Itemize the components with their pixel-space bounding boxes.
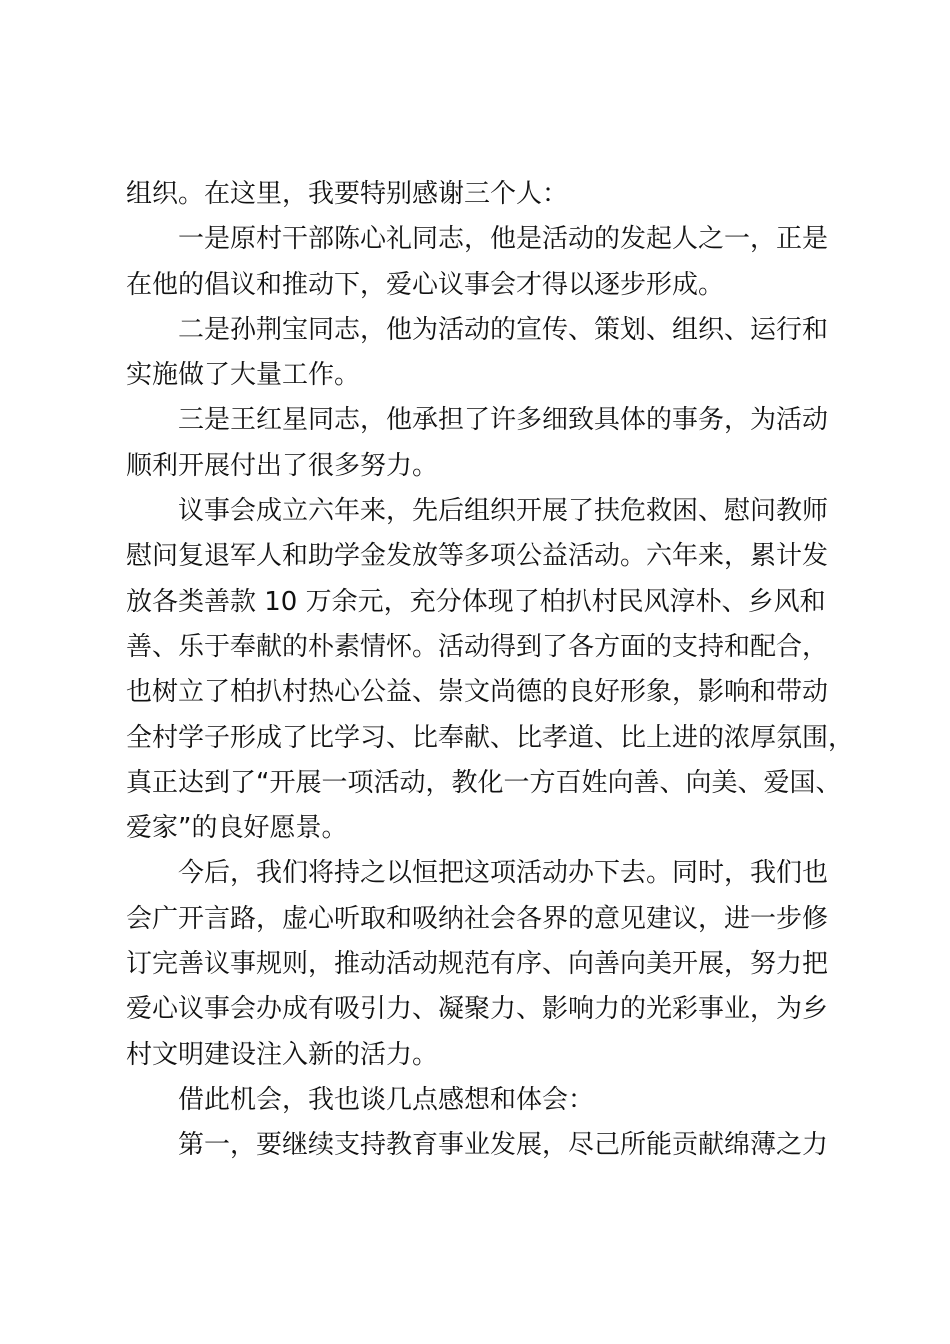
text-line: 第一，要继续支持教育事业发展，尽己所能贡献绵薄之力	[178, 1130, 829, 1161]
text-line: 借此机会，我也谈几点感想和体会：	[178, 1084, 595, 1115]
text-line: 顺利开展付出了很多努力。	[126, 450, 439, 481]
text-line: 议事会成立六年来，先后组织开展了扶危救困、慰问教师	[178, 496, 829, 527]
text-line: 真正达到了“开展一项活动，教化一方百姓向善、向美、爱国、	[126, 767, 842, 798]
text-line: 慰问复退军人和助学金发放等多项公益活动。六年来，累计发	[126, 541, 829, 572]
text-line: 三是王红星同志，他承担了许多细致具体的事务，为活动	[178, 405, 829, 436]
text-line: 实施做了大量工作。	[126, 360, 361, 391]
text-line: 全村学子形成了比学习、比奉献、比孝道、比上进的浓厚氛围，	[126, 722, 855, 753]
text-line: 爱心议事会办成有吸引力、凝聚力、影响力的光彩事业，为乡	[126, 994, 829, 1025]
text-line: 今后，我们将持之以恒把这项活动办下去。同时，我们也	[178, 858, 829, 889]
text-line: 在他的倡议和推动下，爱心议事会才得以逐步形成。	[126, 269, 725, 300]
text-line: 组织。在这里，我要特别感谢三个人：	[126, 179, 569, 209]
text-line: 二是孙荆宝同志，他为活动的宣传、策划、组织、运行和	[178, 314, 829, 345]
text-line: 爱家”的良好愿景。	[126, 813, 348, 844]
text-line: 订完善议事规则，推动活动规范有序、向善向美开展，努力把	[126, 949, 829, 980]
text-line: 善、乐于奉献的朴素情怀。活动得到了各方面的支持和配合，	[126, 631, 829, 662]
body-text	[126, 172, 855, 1169]
text-line: 村文明建设注入新的活力。	[126, 1039, 439, 1070]
text-line: 也树立了柏扒村热心公益、崇文尚德的良好形象，影响和带动	[126, 677, 829, 708]
text-line: 放各类善款 10 万余元，充分体现了柏扒村民风淳朴、乡风和	[126, 586, 826, 617]
text-line: 会广开言路，虚心听取和吸纳社会各界的意见建议，进一步修	[126, 903, 829, 934]
text-line: 一是原村干部陈心礼同志，他是活动的发起人之一，正是	[178, 224, 829, 255]
